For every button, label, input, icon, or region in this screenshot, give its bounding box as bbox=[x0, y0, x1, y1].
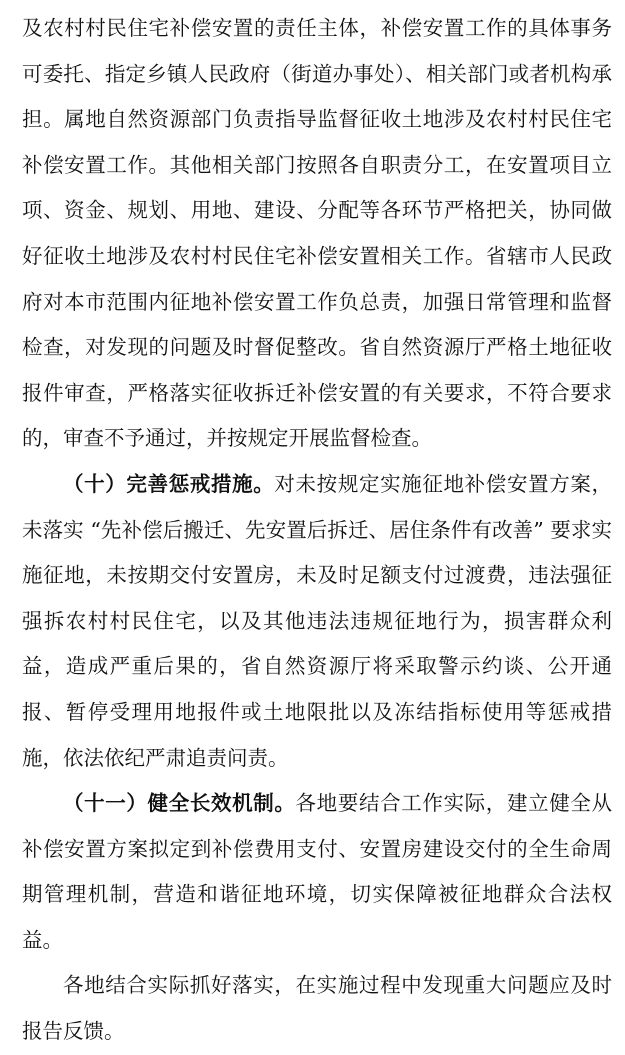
paragraph-punishment-measures bbox=[22, 462, 612, 781]
paragraph-responsibility bbox=[22, 6, 612, 462]
paragraph-text: 对未按规定实施征地补偿安置方案，未落实 “先补偿后搬迁、先安置后拆迁、居住条件有改善” 要求实施征地，未按期交付安置房，未及时足额支付过渡费，违法强征强拆农村村民住宅，以及其他违法违规征地行为，损害群众利益，造成严重后果的，省自然资源厅将采取警示约谈、公开通报、暂停受理用地报件或土地限批以及冻结指标使用等惩戒措施，依法依纪严肃追责问责。 bbox=[22, 471, 613, 770]
paragraph-text: 及农村村民住宅补偿安置的责任主体，补偿安置工作的具体事务可委托、指定乡镇人民政府（街道办事处）、相关部门或者机构承担。属地自然资源部门负责指导监督征收土地涉及农村村民住宅补偿安置工作。其他相关部门按照各自职责分工，在安置项目立项、资金、规划、用地、建设、分配等各环节严格把关，协同做好征收土地涉及农村村民住宅补偿安置相关工作。省辖市人民政府对本市范围内征地补偿安置工作负总责，加强日常管理和监督检查，对发现的问题及时督促整改。省自然资源厅严格土地征收报件审查，严格落实征收拆迁补偿安置的有关要求，不符合要求的，审查不予通过，并按规定开展监督检查。 bbox=[22, 16, 612, 451]
paragraph-text: 各地结合实际抓好落实，在实施过程中发现重大问题应及时报告反馈。 bbox=[22, 973, 612, 1044]
document-page bbox=[22, 6, 612, 1055]
section-heading: （十一）健全长效机制。 bbox=[63, 791, 296, 816]
paragraph-closing bbox=[22, 963, 612, 1054]
paragraph-text: 各地要结合工作实际，建立健全从补偿安置方案拟定到补偿费用支付、安置房建设交付的全生命周期管理机制，营造和谐征地环境，切实保障被征地群众合法权益。 bbox=[22, 791, 613, 952]
section-heading: （十）完善惩戒措施。 bbox=[63, 471, 275, 496]
paragraph-long-term-mechanism bbox=[22, 781, 612, 963]
